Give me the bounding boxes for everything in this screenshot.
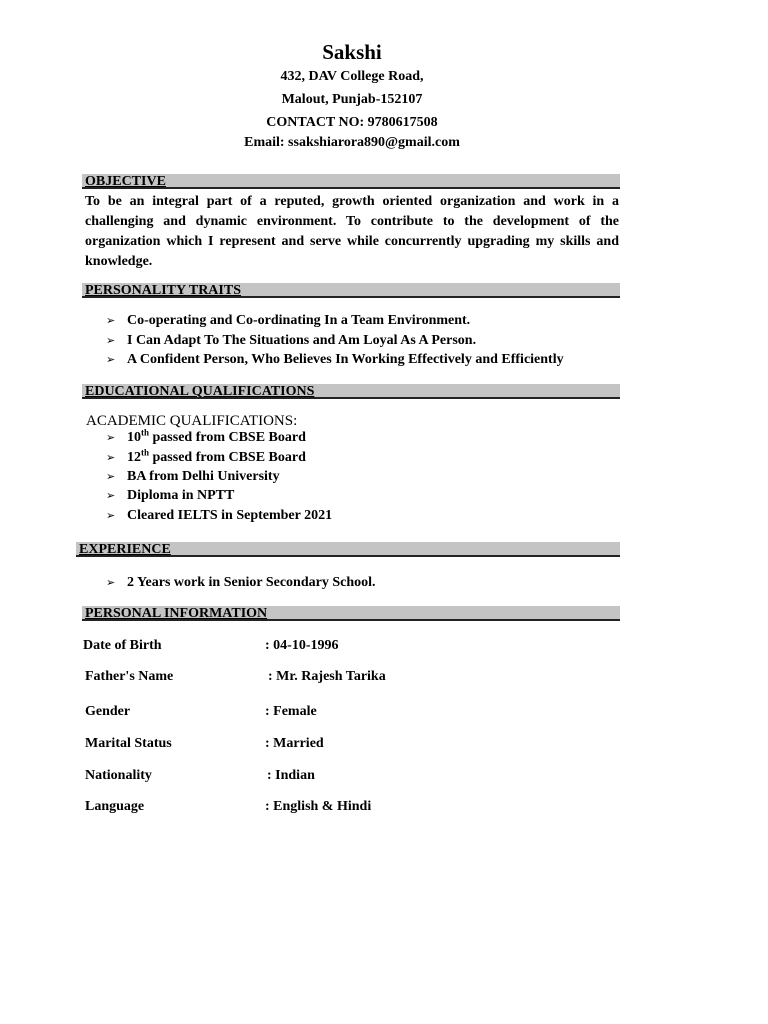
- personal-heading: PERSONAL INFORMATION: [82, 606, 620, 621]
- traits-heading: PERSONALITY TRAITS: [82, 283, 620, 298]
- list-item: ➢ BA from Delhi University: [106, 469, 280, 484]
- list-item: ➢ 10th passed from CBSE Board: [106, 427, 306, 445]
- objective-heading: OBJECTIVE: [82, 174, 620, 189]
- list-item: ➢ Co-operating and Co-ordinating In a Team Environment.: [106, 313, 471, 328]
- email-address: Email: ssakshiarora890@gmail.com: [244, 135, 460, 150]
- resume-name: Sakshi: [322, 40, 382, 64]
- arrow-bullet-icon: ➢: [106, 451, 116, 464]
- gender-label: Gender: [85, 704, 131, 719]
- address-line-2: Malout, Punjab-152107: [281, 92, 423, 107]
- arrow-bullet-icon: ➢: [106, 334, 116, 347]
- arrow-bullet-icon: ➢: [106, 353, 116, 366]
- list-item: ➢ 2 Years work in Senior Secondary School.: [106, 575, 376, 590]
- gender-value: : Female: [265, 704, 317, 719]
- arrow-bullet-icon: ➢: [106, 509, 116, 522]
- arrow-bullet-icon: ➢: [106, 489, 116, 502]
- arrow-bullet-icon: ➢: [106, 576, 116, 589]
- marital-status-label: Marital Status: [85, 736, 172, 751]
- education-heading: EDUCATIONAL QUALIFICATIONS: [82, 384, 620, 399]
- academic-subheading: ACADEMIC QUALIFICATIONS:: [86, 413, 298, 429]
- list-item: ➢ Diploma in NPTT: [106, 488, 235, 503]
- list-item: ➢ 12th passed from CBSE Board: [106, 447, 306, 465]
- list-item: ➢ A Confident Person, Who Believes In Working Effectively and Efficiently: [106, 352, 564, 367]
- list-item: ➢ I Can Adapt To The Situations and Am Loyal As A Person.: [106, 333, 477, 348]
- dob-label: Date of Birth: [83, 638, 162, 653]
- address-line-1: 432, DAV College Road,: [280, 69, 424, 84]
- nationality-label: Nationality: [85, 768, 152, 783]
- language-label: Language: [85, 799, 145, 814]
- arrow-bullet-icon: ➢: [106, 470, 116, 483]
- arrow-bullet-icon: ➢: [106, 431, 116, 444]
- dob-value: : 04-10-1996: [265, 638, 339, 653]
- father-name-label: Father's Name: [85, 669, 174, 684]
- father-name-value: : Mr. Rajesh Tarika: [268, 669, 386, 684]
- arrow-bullet-icon: ➢: [106, 314, 116, 327]
- nationality-value: : Indian: [267, 768, 315, 783]
- objective-text: To be an integral part of a reputed, growth oriented organization and work in a challenging and dynamic environment. To contribute to the development of the organization which I represent and serve while concurrently upgrading my skills and knowledge.: [85, 194, 619, 269]
- marital-status-value: : Married: [265, 736, 324, 751]
- language-value: : English & Hindi: [265, 799, 372, 814]
- contact-number: CONTACT NO: 9780617508: [266, 115, 438, 130]
- list-item: ➢ Cleared IELTS in September 2021: [106, 508, 333, 523]
- experience-heading: EXPERIENCE: [76, 542, 620, 557]
